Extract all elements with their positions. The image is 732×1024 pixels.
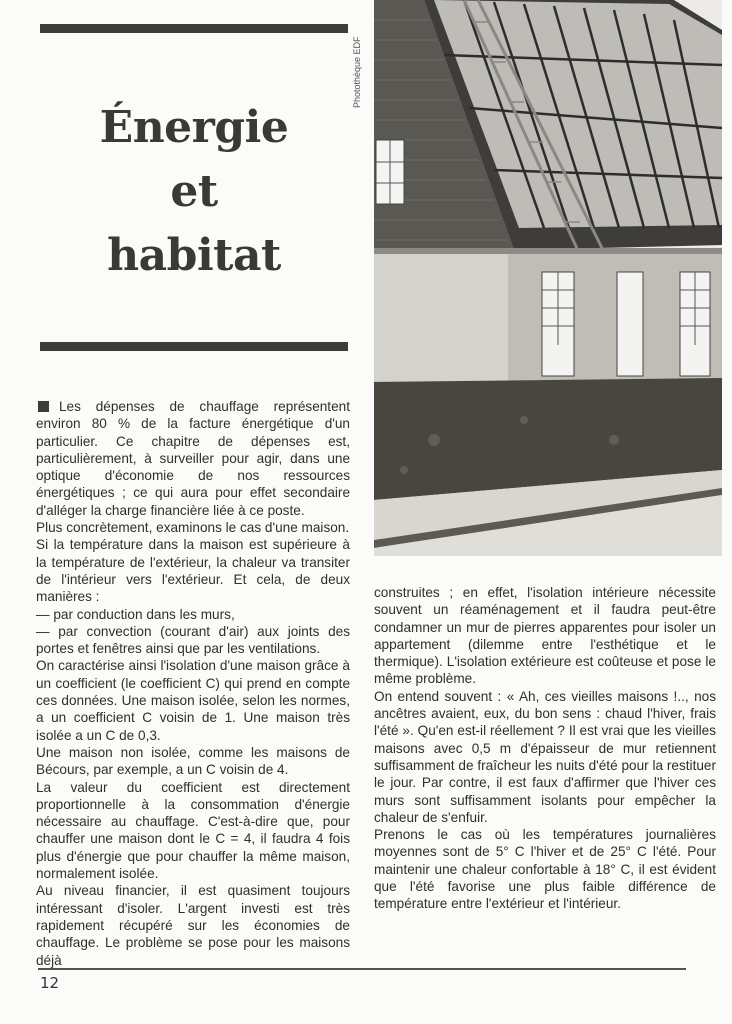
paragraph: Les dépenses de chauffage représentent environ 80 % de la facture énergétique d'un particulier. Ce chapitre de dépenses est, particulièrement, à surveiller pour agir, dans une optique d'économie de nos ressources énergétiques ; ce qui aura pour effet secondaire d'alléger la charge financière liée à ce poste.	[36, 399, 350, 518]
footer-rule	[38, 968, 686, 970]
paragraph: Plus concrètement, examinons le cas d'une maison.	[36, 520, 350, 536]
section-bullet-icon	[38, 401, 49, 412]
paragraph: La valeur du coefficient est directement proportionnelle à la consommation d'énergie nécessaire au chauffage. C'est-à-dire que, pour chauffer une maison dont le C = 4, il faudra 4 fois plus d'énergie que pour chauffer la même maison, normalement isolée.	[36, 779, 350, 882]
title-rule-bottom	[40, 342, 348, 351]
title-line-3: habitat	[107, 230, 281, 281]
house-photo	[374, 0, 722, 556]
solar-house-illustration	[374, 0, 722, 556]
paragraph: On entend souvent : « Ah, ces vieilles maisons !.., nos ancêtres avaient, eux, du bon sens : chaud l'hiver, frais l'été ». Qu'en est-il réellement ? Il est vrai que les vieilles maisons avec 0,5 m d'épaisseur de mur retiennent suffisamment de fraîcheur les nuits d'été pour la restituer le jour. Par contre, il est faux d'affirmer que l'hiver ces murs sont suffisamment isolants pour empêcher la chaleur de s'enfuir.	[374, 688, 716, 825]
paragraph: Au niveau financier, il est quasiment toujours intéressant d'isoler. L'argent investi est très rapidement récupéré sur les économies de chauffage. Le problème se pose pour les maisons déjà	[36, 883, 350, 968]
list-item: — par conduction dans les murs,	[36, 606, 235, 622]
paragraph: On caractérise ainsi l'isolation d'une maison grâce à un coefficient (le coefficient C) qui prend en compte ces données. Une maison isolée, selon les normes, a un coefficient C voisin de 1. Une maison très isolée a un C de 0,3.	[36, 658, 350, 743]
article-title	[40, 96, 348, 288]
page-number: 12	[40, 974, 60, 992]
list-item: — par convection (courant d'air) aux joints des portes et fenêtres ainsi que par les ventilations.	[36, 623, 350, 657]
title-line-2: et	[170, 166, 218, 217]
photo-credit: Photothèque EDF	[352, 36, 362, 108]
paragraph: Une maison non isolée, comme les maisons de Bécours, par exemple, a un C voisin de 4.	[36, 744, 350, 778]
title-line-1: Énergie	[99, 102, 289, 153]
paragraph: construites ; en effet, l'isolation intérieure nécessite souvent un réaménagement et il faudra peut-être condamner un mur de pierres apparentes pour isoler un appartement (dilemme entre l'esthétique et le thermique). L'isolation extérieure est coûteuse et pose le même problème.	[374, 585, 716, 687]
title-rule-top	[40, 24, 348, 33]
paragraph: Si la température dans la maison est supérieure à la température de l'extérieur, la chaleur va transiter de l'intérieur vers l'extérieur. Et cela, de deux manières :	[36, 537, 350, 605]
article-column-right	[374, 584, 716, 913]
paragraph: Prenons le cas où les températures journalières moyennes sont de 5° C l'hiver et de 25° C l'été. Pour maintenir une chaleur confortable à 18° C, il est évident que l'été favorise une plus faible différence de température entre l'extérieur et l'intérieur.	[374, 827, 716, 912]
article-column-left	[36, 398, 350, 969]
